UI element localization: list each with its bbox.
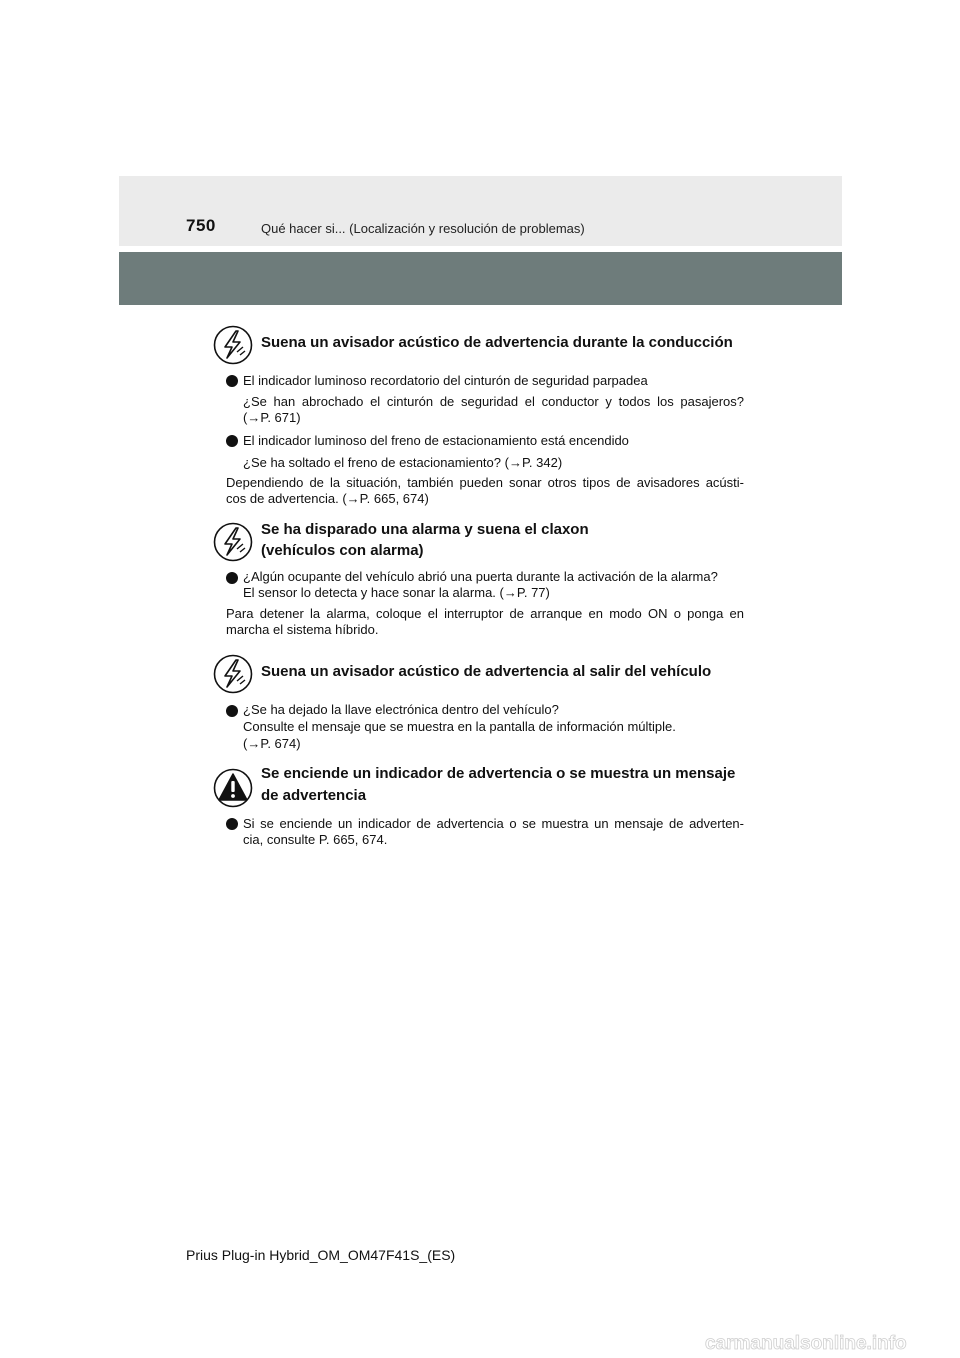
page-reference[interactable]: (→P. 671) [243, 410, 301, 425]
section-title: de advertencia [261, 787, 367, 804]
bullet-text: Consulte el mensaje que se muestra en la pantalla de información múltiple. [243, 719, 676, 734]
lightning-bolt-icon [213, 654, 253, 694]
bullet-dot [226, 375, 238, 387]
note-text: Para detener la alarma, coloque el interruptor de arranque en modo ON o ponga en [226, 606, 744, 621]
note-text: Dependiendo de la situación, también pueden sonar otros tipos de avisadores acústi- [226, 475, 744, 490]
section-banner [119, 252, 842, 305]
note-text: marcha el sistema híbrido. [226, 622, 379, 637]
answer-text: ¿Se han abrochado el cinturón de seguridad el conductor y todos los pasajeros? [243, 394, 744, 409]
bullet-text: ¿Algún ocupante del vehículo abrió una puerta durante la activación de la alarma? [243, 569, 718, 584]
bullet-dot [226, 435, 238, 447]
bullet-text: El indicador luminoso recordatorio del cinturón de seguridad parpadea [243, 373, 648, 388]
answer-text: ¿Se ha soltado el freno de estacionamiento? (→P. 342) [243, 455, 563, 470]
bullet-text: El indicador luminoso del freno de estacionamiento está encendido [243, 433, 629, 448]
bullet-text: Si se enciende un indicador de advertencia o se muestra un mensaje de adverten- [243, 816, 744, 831]
page-reference[interactable]: (→P. 674) [243, 736, 301, 751]
bullet-text: ¿Se ha dejado la llave electrónica dentro del vehículo? [243, 702, 559, 717]
bullet-dot [226, 705, 238, 717]
lightning-bolt-icon [213, 325, 253, 365]
section-title: Suena un avisador acústico de advertencia durante la conducción [261, 334, 733, 351]
bullet-text: cia, consulte P. 665, 674. [243, 832, 388, 847]
section-title: Suena un avisador acústico de advertencia al salir del vehículo [261, 663, 712, 680]
warning-triangle-icon [213, 768, 253, 808]
footer-document-id: Prius Plug-in Hybrid_OM_OM47F41S_(ES) [186, 1247, 456, 1263]
bullet-dot [226, 572, 238, 584]
section-title: Se enciende un indicador de advertencia o se muestra un mensaje [261, 765, 736, 782]
section-title: Se ha disparado una alarma y suena el claxon [261, 521, 589, 538]
bullet-dot [226, 818, 238, 830]
watermark-text: carmanualsonline.info [705, 1333, 907, 1354]
chapter-title: Qué hacer si... (Localización y resolución de problemas) [261, 221, 585, 236]
bullet-text: El sensor lo detecta y hace sonar la alarma. (→P. 77) [243, 585, 550, 600]
section-title: (vehículos con alarma) [261, 542, 424, 559]
watermark [705, 1332, 955, 1354]
page-number: 750 [186, 216, 216, 235]
note-text: cos de advertencia. (→P. 665, 674) [226, 491, 429, 506]
lightning-bolt-icon [213, 522, 253, 562]
